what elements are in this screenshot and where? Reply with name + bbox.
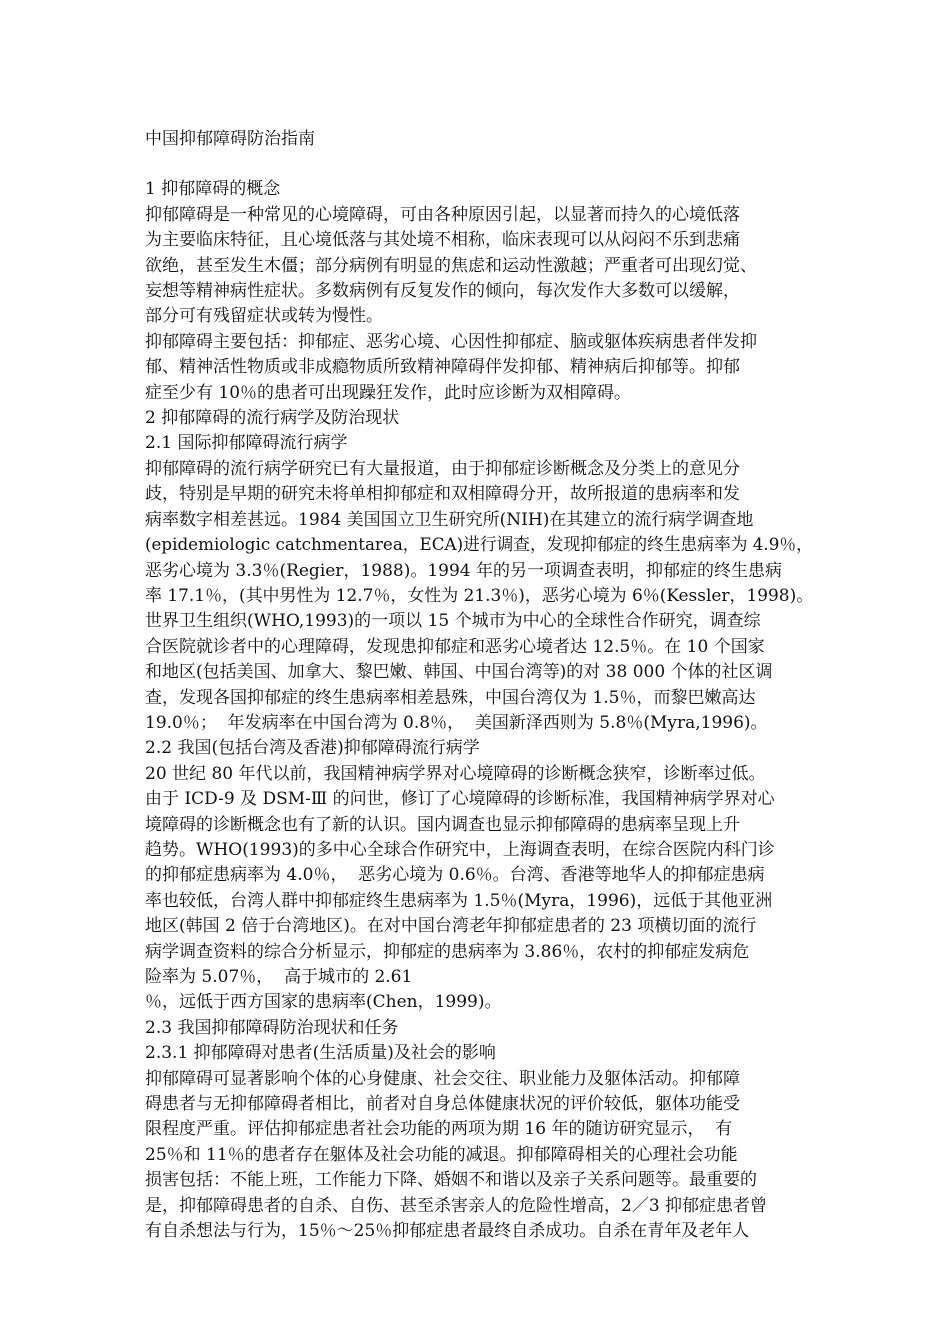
text-line: 地区(韩国 2 倍于台湾地区)。在对中国台湾老年抑郁症患者的 23 项横切面的流行: [145, 916, 757, 937]
text-line: 为主要临床特征，且心境低落与其处境不相称，临床表现可以从闷闷不乐到悲痛: [145, 230, 740, 251]
document-page: [145, 118, 814, 1244]
text-line: 率 17.1％，(其中男性为 12.7％，女性为 21.3％)，恶劣心境为 6％(Kessler，1998)。: [145, 585, 814, 606]
text-line: 险率为 5.07％， 高于城市的 2.61: [145, 967, 413, 987]
text-line: 损害包括：不能上班，工作能力下降、婚姻不和谐以及亲子关系问题等。最重要的: [145, 1170, 757, 1191]
document-body: [145, 177, 814, 1244]
text-line: 和地区(包括美国、加拿大、黎巴嫩、韩国、中国台湾等)的对 38 000 个体的社区调: [145, 662, 773, 683]
text-line: 症至少有 10％的患者可出现躁狂发作，此时应诊断为双相障碍。: [145, 382, 632, 403]
text-line: 率也较低，台湾人群中抑郁症终生患病率为 1.5％(Myra，1996)，远低于其他亚洲: [145, 890, 773, 911]
text-line: 19.0％； 年发病率在中国台湾为 0.8％， 美国新泽西则为 5.8％(Myra,1996)。: [145, 712, 768, 733]
text-line: 的抑郁症患病率为 4.0％， 恶劣心境为 0.6％。台湾、香港等地华人的抑郁症患病: [145, 865, 765, 886]
text-line: 病学调查资料的综合分析显示，抑郁症的患病率为 3.86％，农村的抑郁症发病危: [145, 941, 750, 962]
section-heading-2-2: 2.2 我国(包括台湾及香港)抑郁障碍流行病学: [145, 738, 480, 759]
text-line: 合医院就诊者中的心理障碍，发现患抑郁症和恶劣心境者达 12.5％。在 10 个国家: [145, 636, 765, 657]
text-line: 境障碍的诊断概念也有了新的认识。国内调查也显示抑郁障碍的患病率呈现上升: [145, 814, 740, 835]
text-line: 抑郁障碍是一种常见的心境障碍，可由各种原因引起，以显著而持久的心境低落: [145, 204, 740, 225]
section-heading-2: 2 抑郁障碍的流行病学及防治现状: [145, 408, 400, 429]
text-line: 郁、精神活性物质或非成瘾物质所致精神障碍伴发抑郁、精神病后抑郁等。抑郁: [145, 357, 740, 378]
text-line: 是，抑郁障碍患者的自杀、自伤、甚至杀害亲人的危险性增高，2／3 抑郁症患者曾: [145, 1195, 768, 1216]
text-line: 病率数字相差甚远。1984 美国国立卫生研究所(NIH)在其建立的流行病学调查地: [145, 509, 754, 530]
text-line: 由于 ICD-9 及 DSM-Ⅲ 的问世，修订了心境障碍的诊断标准，我国精神病学界对心: [145, 789, 775, 810]
text-line: 抑郁障碍可显著影响个体的心身健康、社会交往、职业能力及躯体活动。抑郁障: [145, 1068, 740, 1089]
text-line: 抑郁障碍主要包括：抑郁症、恶劣心境、心因性抑郁症、脑或躯体疾病患者伴发抑: [145, 331, 757, 352]
text-line: 20 世纪 80 年代以前，我国精神病学界对心境障碍的诊断概念狭窄，诊断率过低。: [145, 763, 766, 784]
section-heading-2-3: 2.3 我国抑郁障碍防治现状和任务: [145, 1017, 399, 1038]
text-line: 欲绝，甚至发生木僵；部分病例有明显的焦虑和运动性激越；严重者可出现幻觉、: [145, 255, 757, 276]
section-heading-2-3-1: 2.3.1 抑郁障碍对患者(生活质量)及社会的影响: [145, 1043, 496, 1064]
text-line: 碍患者与无抑郁障碍者相比，前者对自身总体健康状况的评价较低，躯体功能受: [145, 1094, 740, 1115]
text-line: ％，远低于西方国家的患病率(Chen，1999)。: [145, 992, 502, 1013]
text-line: (epidemiologic catchmentarea，ECA)进行调查，发现抑郁症的终生患病率为 4.9％，: [145, 535, 813, 556]
section-heading-1: 1 抑郁障碍的概念: [145, 179, 281, 200]
text-line: 世界卫生组织(WHO,1993)的一项以 15 个城市为中心的全球性合作研究，调查综: [145, 611, 761, 632]
text-line: 25％和 11％的患者存在躯体及社会功能的减退。抑郁障碍相关的心理社会功能: [145, 1144, 738, 1165]
document-title: 中国抑郁障碍防治指南: [145, 129, 315, 149]
text-line: 趋势。WHO(1993)的多中心全球合作研究中，上海调查表明，在综合医院内科门诊: [145, 839, 775, 860]
section-heading-2-1: 2.1 国际抑郁障碍流行病学: [145, 433, 348, 454]
text-line: 部分可有残留症状或转为慢性。: [145, 306, 383, 327]
text-line: 有自杀想法与行为，15％～25％抑郁症患者最终自杀成功。自杀在青年及老年人: [145, 1221, 750, 1242]
text-line: 抑郁障碍的流行病学研究已有大量报道，由于抑郁症诊断概念及分类上的意见分: [145, 458, 740, 479]
text-line: 限程度严重。评估抑郁症患者社会功能的两项为期 16 年的随访研究显示， 有: [145, 1119, 733, 1140]
text-line: 查，发现各国抑郁症的终生患病率相差悬殊，中国台湾仅为 1.5％，而黎巴嫩高达: [145, 687, 756, 708]
text-line: 歧，特别是早期的研究未将单相抑郁症和双相障碍分开，故所报道的患病率和发: [145, 484, 740, 505]
text-line: 妄想等精神病性症状。多数病例有反复发作的倾向，每次发作大多数可以缓解，: [145, 281, 740, 302]
text-line: 恶劣心境为 3.3％(Regier，1988)。1994 年的另一项调查表明，抑郁症的终生患病: [145, 560, 783, 581]
